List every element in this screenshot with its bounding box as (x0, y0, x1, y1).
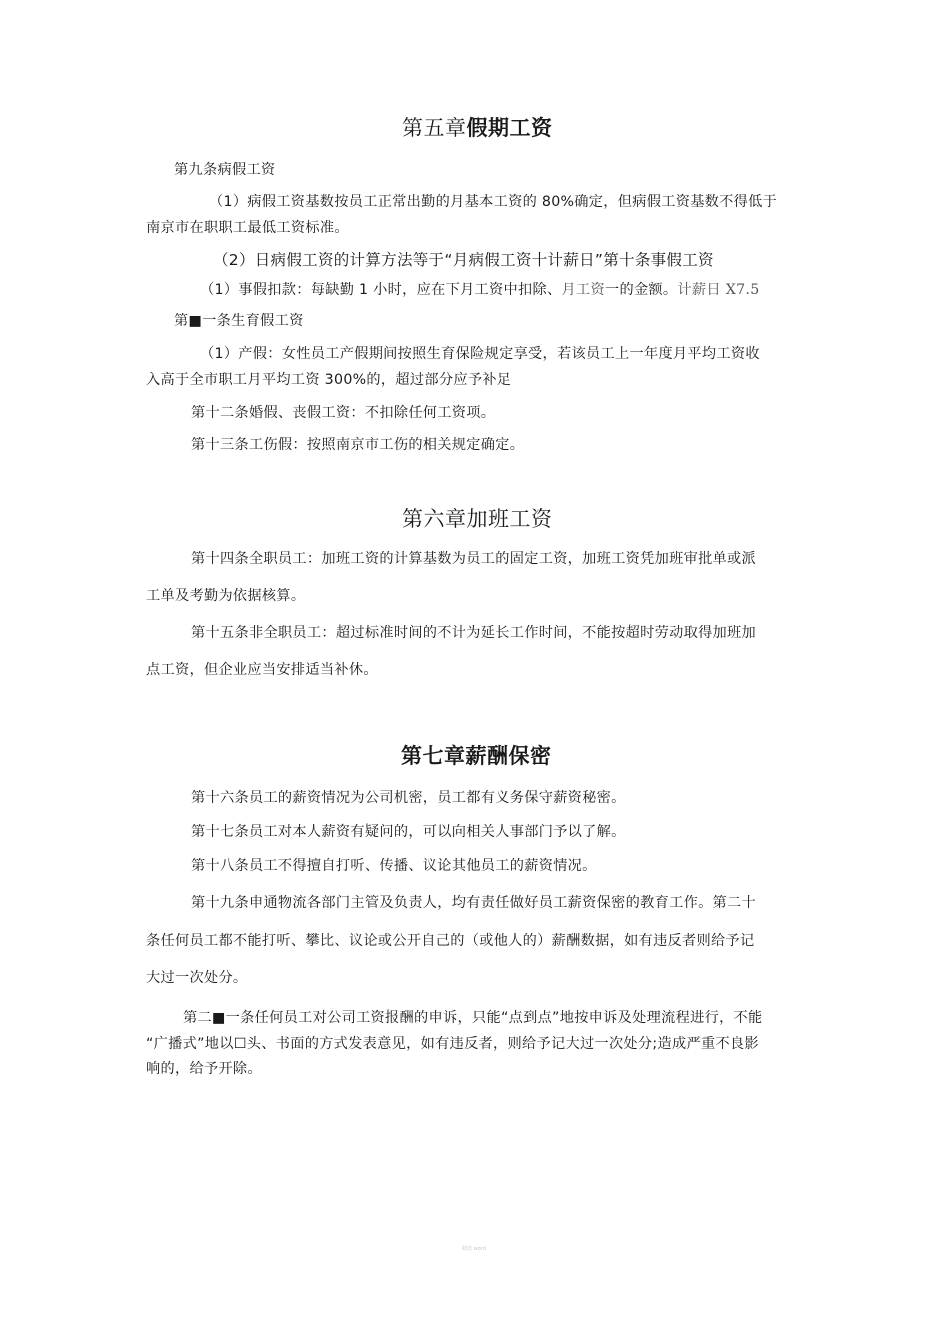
article10-part-d: 计薪日 X7.5 (677, 282, 760, 298)
article9-para2: （2）日病假工资的计算方法等于“月病假工资十计薪日”第十条事假工资 (213, 251, 714, 269)
article19-line2: 条任何员工都不能打听、攀比、议论或公开自己的（或他人的）薪酬数据，如有违反者则给予记 (146, 933, 755, 949)
article17: 第十七条员工对本人薪资有疑问的，可以向相关人事部门予以了解。 (191, 824, 626, 840)
article18: 第十八条员工不得擅自打听、传播、议论其他员工的薪资情况。 (191, 858, 597, 874)
article10-part-b: 月工资 (561, 282, 605, 298)
article11-title: 第■一条生育假工资 (174, 313, 304, 329)
article10-text (200, 279, 760, 299)
article15-line1: 第十五条非全职员工：超过标准时间的不计为延长工作时间，不能按超时劳动取得加班加 (191, 625, 757, 641)
article16: 第十六条员工的薪资情况为公司机密，员工都有义务保守薪资秘密。 (191, 790, 626, 806)
article21-line1: 第二■一条任何员工对公司工资报酬的申诉，只能“点到点”地按申诉及处理流程进行，不能 (183, 1010, 763, 1026)
article14-line1: 第十四条全职员工：加班工资的计算基数为员工的固定工资，加班工资凭加班审批单或派 (191, 551, 757, 567)
article9-para1-line1: （1）病假工资基数按员工正常出勤的月基本工资的 80%确定，但病假工资基数不得低于 (209, 194, 778, 210)
article21-line2: “广播式”地以☐头、书面的方式发表意见，如有违反者，则给予记大过一次处分;造成严重不良影 (146, 1036, 759, 1052)
chapter5-title (402, 112, 553, 142)
article19-line3: 大过一次处分。 (146, 970, 248, 986)
article19-line1: 第十九条申通物流各部门主管及负责人，均有责任做好员工薪资保密的教育工作。第二十 (191, 895, 757, 911)
article13: 第十三条工伤假：按照南京市工伤的相关规定确定。 (191, 437, 525, 453)
article12: 第十二条婚假、丧假工资：不扣除任何工资项。 (191, 405, 496, 421)
chapter7-title: 第七章薪酬保密 (401, 744, 552, 768)
article14-line2: 工单及考勤为依据核算。 (146, 588, 306, 604)
article10-part-a: （1）事假扣款：每缺勤 1 小时，应在下月工资中扣除、 (200, 282, 562, 298)
chapter6-title-main: 加班工资 (466, 507, 553, 531)
article9-para1-line2: 南京市在职职工最低工资标准。 (146, 220, 349, 236)
article21-line3: 响的，给予开除。 (146, 1061, 262, 1077)
chapter5-title-prefix: 第五章 (402, 116, 467, 140)
article15-line2: 点工资，但企业应当安排适当补休。 (146, 662, 378, 678)
chapter5-title-main: 假期工资 (466, 116, 553, 140)
article10-part-c: 一的金额。 (604, 282, 678, 298)
article9-title: 第九条病假工资 (174, 162, 276, 178)
page-footer: 精选 word (462, 1246, 486, 1252)
article11-para1-line2: 入高于全市职工月平均工资 300%的，超过部分应予补足 (146, 372, 512, 388)
article11-para1-line1: （1）产假：女性员工产假期间按照生育保险规定享受，若该员工上一年度月平均工资收 (200, 346, 760, 362)
chapter6-title (402, 503, 553, 533)
chapter6-title-prefix: 第六章 (402, 507, 467, 531)
